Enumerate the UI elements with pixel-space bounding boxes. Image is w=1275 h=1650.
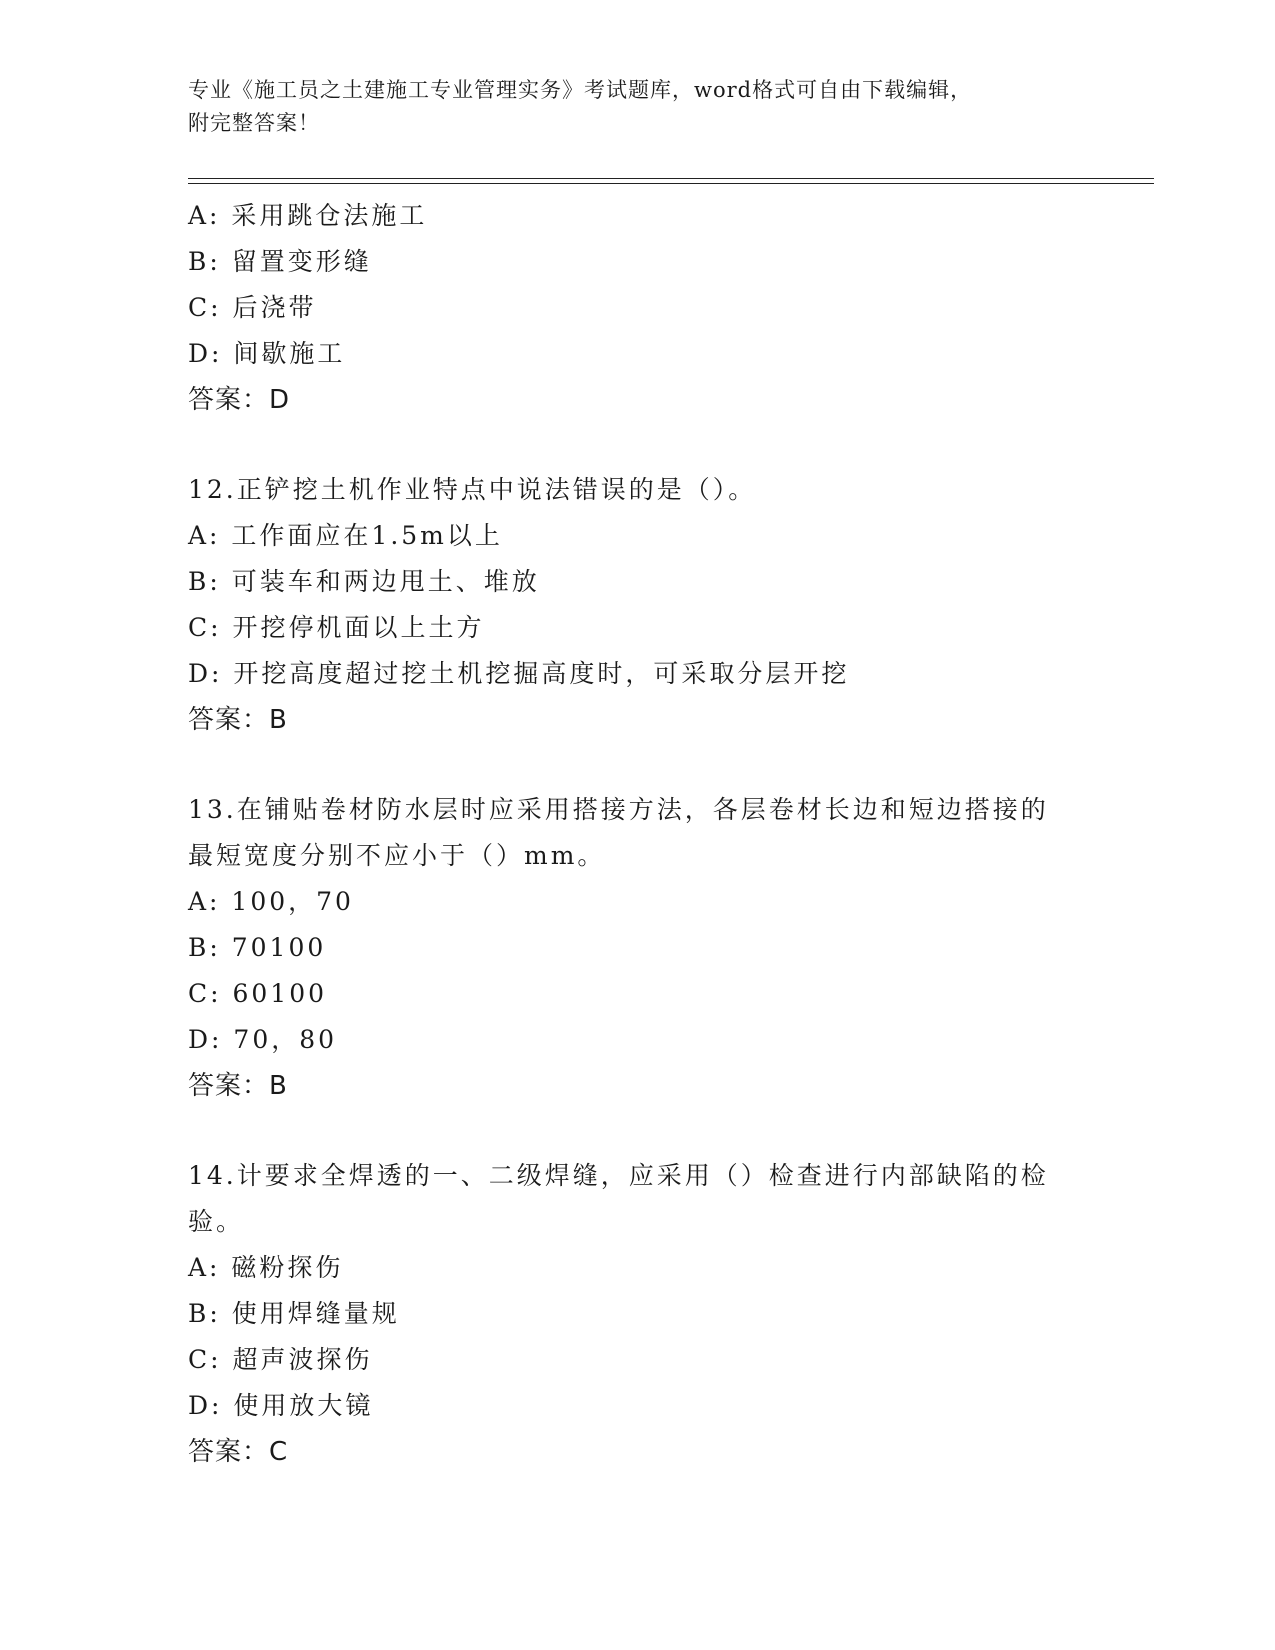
option-c: C: 开挖停机面以上土方 <box>188 613 485 642</box>
question-14 <box>188 1153 1088 1475</box>
spacer <box>188 1109 1088 1153</box>
question-stem-line-2: 验。 <box>188 1207 245 1236</box>
option-d: D: 间歇施工 <box>188 339 346 368</box>
header-rule-bottom <box>188 183 1154 184</box>
option-c: C: 超声波探伤 <box>188 1345 373 1374</box>
question-stem: 12.正铲挖土机作业特点中说法错误的是（）。 <box>188 475 757 504</box>
answer: 答案：B <box>188 705 288 735</box>
option-d: D: 使用放大镜 <box>188 1391 374 1420</box>
question-stem-line-2: 最短宽度分别不应小于（）mm。 <box>188 841 606 870</box>
document-header <box>188 74 1088 140</box>
question-stem-line-1: 13.在铺贴卷材防水层时应采用搭接方法，各层卷材长边和短边搭接的 <box>188 795 1049 824</box>
option-b: B: 使用焊缝量规 <box>188 1299 400 1328</box>
question-13 <box>188 787 1088 1109</box>
option-a: A: 100，70 <box>188 887 354 916</box>
option-c: C: 60100 <box>188 979 328 1008</box>
answer: 答案：B <box>188 1071 288 1101</box>
option-d: D: 开挖高度超过挖土机挖掘高度时，可采取分层开挖 <box>188 659 850 688</box>
option-b: B: 留置变形缝 <box>188 247 372 276</box>
question-stem-line-1: 14.计要求全焊透的一、二级焊缝，应采用（）检查进行内部缺陷的检 <box>188 1161 1049 1190</box>
spacer <box>188 743 1088 787</box>
option-a: A: 工作面应在1.5m以上 <box>188 521 503 550</box>
option-a: A: 采用跳仓法施工 <box>188 201 428 230</box>
question-11 <box>188 193 1088 423</box>
spacer <box>188 423 1088 467</box>
header-line-2: 附完整答案！ <box>188 111 320 135</box>
option-b: B: 可装车和两边甩土、堆放 <box>188 567 540 596</box>
answer: 答案：C <box>188 1437 289 1467</box>
option-c: C: 后浇带 <box>188 293 317 322</box>
question-list <box>188 193 1088 1475</box>
question-12 <box>188 467 1088 743</box>
option-d: D: 70，80 <box>188 1025 338 1054</box>
header-line-1: 专业《施工员之土建施工专业管理实务》考试题库，word格式可自由下载编辑， <box>188 78 973 102</box>
option-a: A: 磁粉探伤 <box>188 1253 344 1282</box>
header-rule-top <box>188 178 1154 179</box>
option-b: B: 70100 <box>188 933 327 962</box>
answer: 答案：D <box>188 385 291 415</box>
